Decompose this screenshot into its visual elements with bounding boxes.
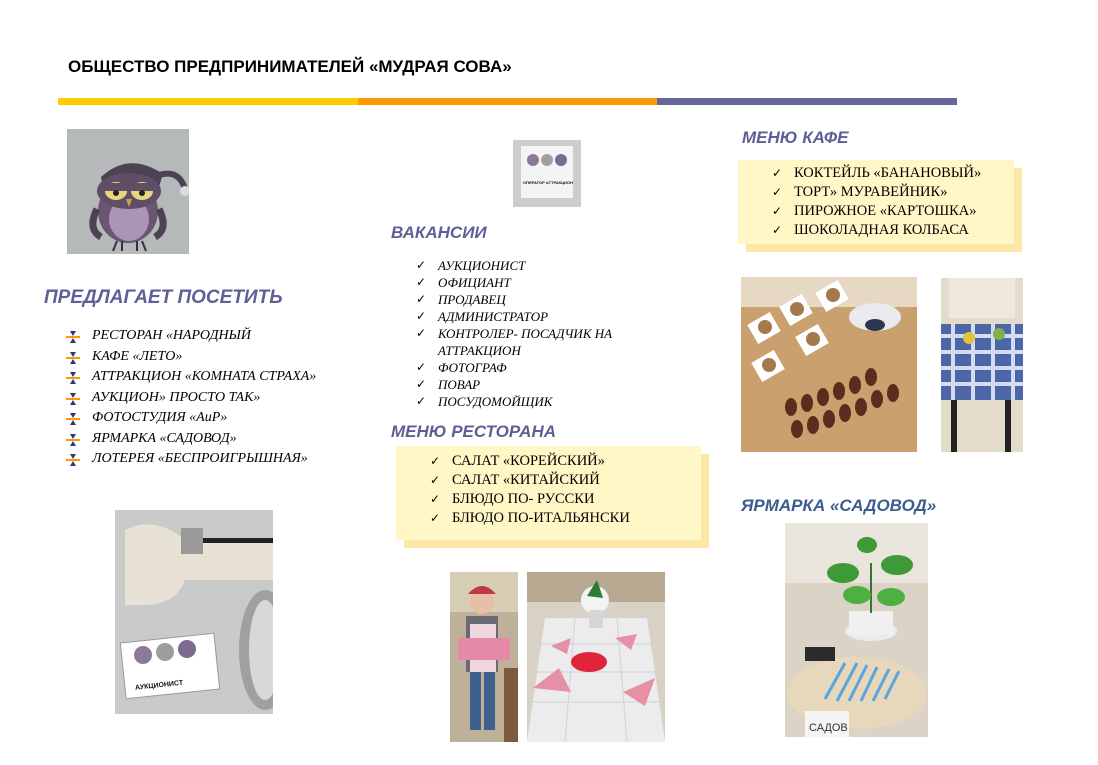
list-item: ✓ БЛЮДО ПО- РУССКИ (430, 491, 595, 507)
checkmark-icon: ✓ (430, 492, 441, 506)
list-item: АТТРАКЦИОН «КОМНАТА СТРАХА» (66, 367, 351, 388)
fair-photo (785, 523, 928, 737)
desserts-photo (741, 277, 917, 452)
list-item: ✓ ПОВАР (416, 377, 481, 392)
list-item: ФОТОСТУДИЯ «АиР» (66, 408, 351, 429)
list-item: РЕСТОРАН «НАРОДНЫЙ (66, 326, 351, 347)
sadovod-sign-text: САДОВ (809, 722, 848, 734)
accent-bar-orange (358, 98, 657, 105)
checkmark-icon: ✓ (772, 223, 783, 237)
restaurant-table-photo (527, 572, 665, 742)
list-item: ✓ БЛЮДО ПО-ИТАЛЬЯНСКИ (430, 510, 630, 526)
arrow-bullet-icon (66, 352, 80, 364)
cafe-menu-heading: МЕНЮ КАФЕ (742, 128, 849, 147)
arrow-bullet-icon (66, 413, 80, 425)
checkmark-icon: ✓ (430, 511, 441, 525)
checkmark-icon: ✓ (416, 258, 427, 272)
list-item: ✓ САЛАТ «КИТАЙСКИЙ (430, 472, 600, 488)
accent-bar-purple (657, 98, 957, 105)
list-item: ЯРМАРКА «САДОВОД» (66, 429, 351, 450)
checkmark-icon: ✓ (416, 326, 427, 340)
checkmark-icon: ✓ (416, 377, 427, 391)
auction-card-text: АУКЦИОНИСТ (134, 679, 184, 692)
operator-card-photo (513, 140, 581, 207)
arrow-bullet-icon (66, 331, 80, 343)
arrow-bullet-icon (66, 454, 80, 466)
list-item: ✓ АДМИНИСТРАТОР (416, 309, 549, 324)
checkmark-icon: ✓ (430, 454, 441, 468)
list-item: ЛОТЕРЕЯ «БЕСПРОИГРЫШНАЯ» (66, 449, 351, 470)
waitress-photo (450, 572, 518, 742)
cafe-table-photo (941, 278, 1023, 452)
checkmark-icon: ✓ (772, 166, 783, 180)
accent-bar-yellow (58, 98, 358, 105)
restaurant-menu-box (396, 446, 701, 540)
list-item: АУКЦИОН» ПРОСТО ТАК» (66, 388, 351, 409)
list-item: ✓ ПОСУДОМОЙЩИК (416, 394, 553, 409)
cafe-menu-box (738, 160, 1014, 244)
checkmark-icon: ✓ (430, 473, 441, 487)
visit-list (66, 326, 351, 470)
vacancies-heading: ВАКАНСИИ (391, 223, 487, 242)
list-item: ✓ ПИРОЖНОЕ «КАРТОШКА» (772, 203, 977, 219)
checkmark-icon: ✓ (416, 309, 427, 323)
page-title: ОБЩЕСТВО ПРЕДПРИНИМАТЕЛЕЙ «МУДРАЯ СОВА» (68, 57, 512, 76)
fair-heading: ЯРМАРКА «САДОВОД» (741, 496, 937, 515)
checkmark-icon: ✓ (416, 292, 427, 306)
visit-heading: ПРЕДЛАГАЕТ ПОСЕТИТЬ (44, 287, 283, 308)
list-item: ✓ АУКЦИОНИСТ (416, 258, 526, 273)
arrow-bullet-icon (66, 393, 80, 405)
checkmark-icon: ✓ (416, 360, 427, 374)
operator-card-text: ОПЕРАТОР АТТРАКЦИОН (523, 180, 573, 185)
arrow-bullet-icon (66, 434, 80, 446)
list-item: ✓ ОФИЦИАНТ (416, 275, 511, 290)
list-item: ✓ КОНТРОЛЕР- ПОСАДЧИК НА АТТРАКЦИОН (416, 326, 613, 358)
cafe-menu-list (772, 164, 981, 240)
list-item: ✓ ШОКОЛАДНАЯ КОЛБАСА (772, 222, 969, 238)
list-item: КАФЕ «ЛЕТО» (66, 347, 351, 368)
list-item: ✓ ФОТОГРАФ (416, 360, 507, 375)
checkmark-icon: ✓ (772, 185, 783, 199)
arrow-bullet-icon (66, 372, 80, 384)
restaurant-menu-heading: МЕНЮ РЕСТОРАНА (391, 422, 557, 441)
checkmark-icon: ✓ (416, 275, 427, 289)
owl-illustration (67, 129, 189, 254)
list-item: ✓ ТОРТ» МУРАВЕЙНИК» (772, 184, 948, 200)
auction-photo (115, 510, 273, 714)
checkmark-icon: ✓ (416, 394, 427, 408)
list-item: ✓ ПРОДАВЕЦ (416, 292, 506, 307)
restaurant-menu-list (430, 452, 630, 528)
list-item: ✓ КОКТЕЙЛЬ «БАНАНОВЫЙ» (772, 165, 982, 181)
list-item: ✓ САЛАТ «КОРЕЙСКИЙ» (430, 453, 605, 469)
vacancies-list (416, 257, 646, 410)
checkmark-icon: ✓ (772, 204, 783, 218)
